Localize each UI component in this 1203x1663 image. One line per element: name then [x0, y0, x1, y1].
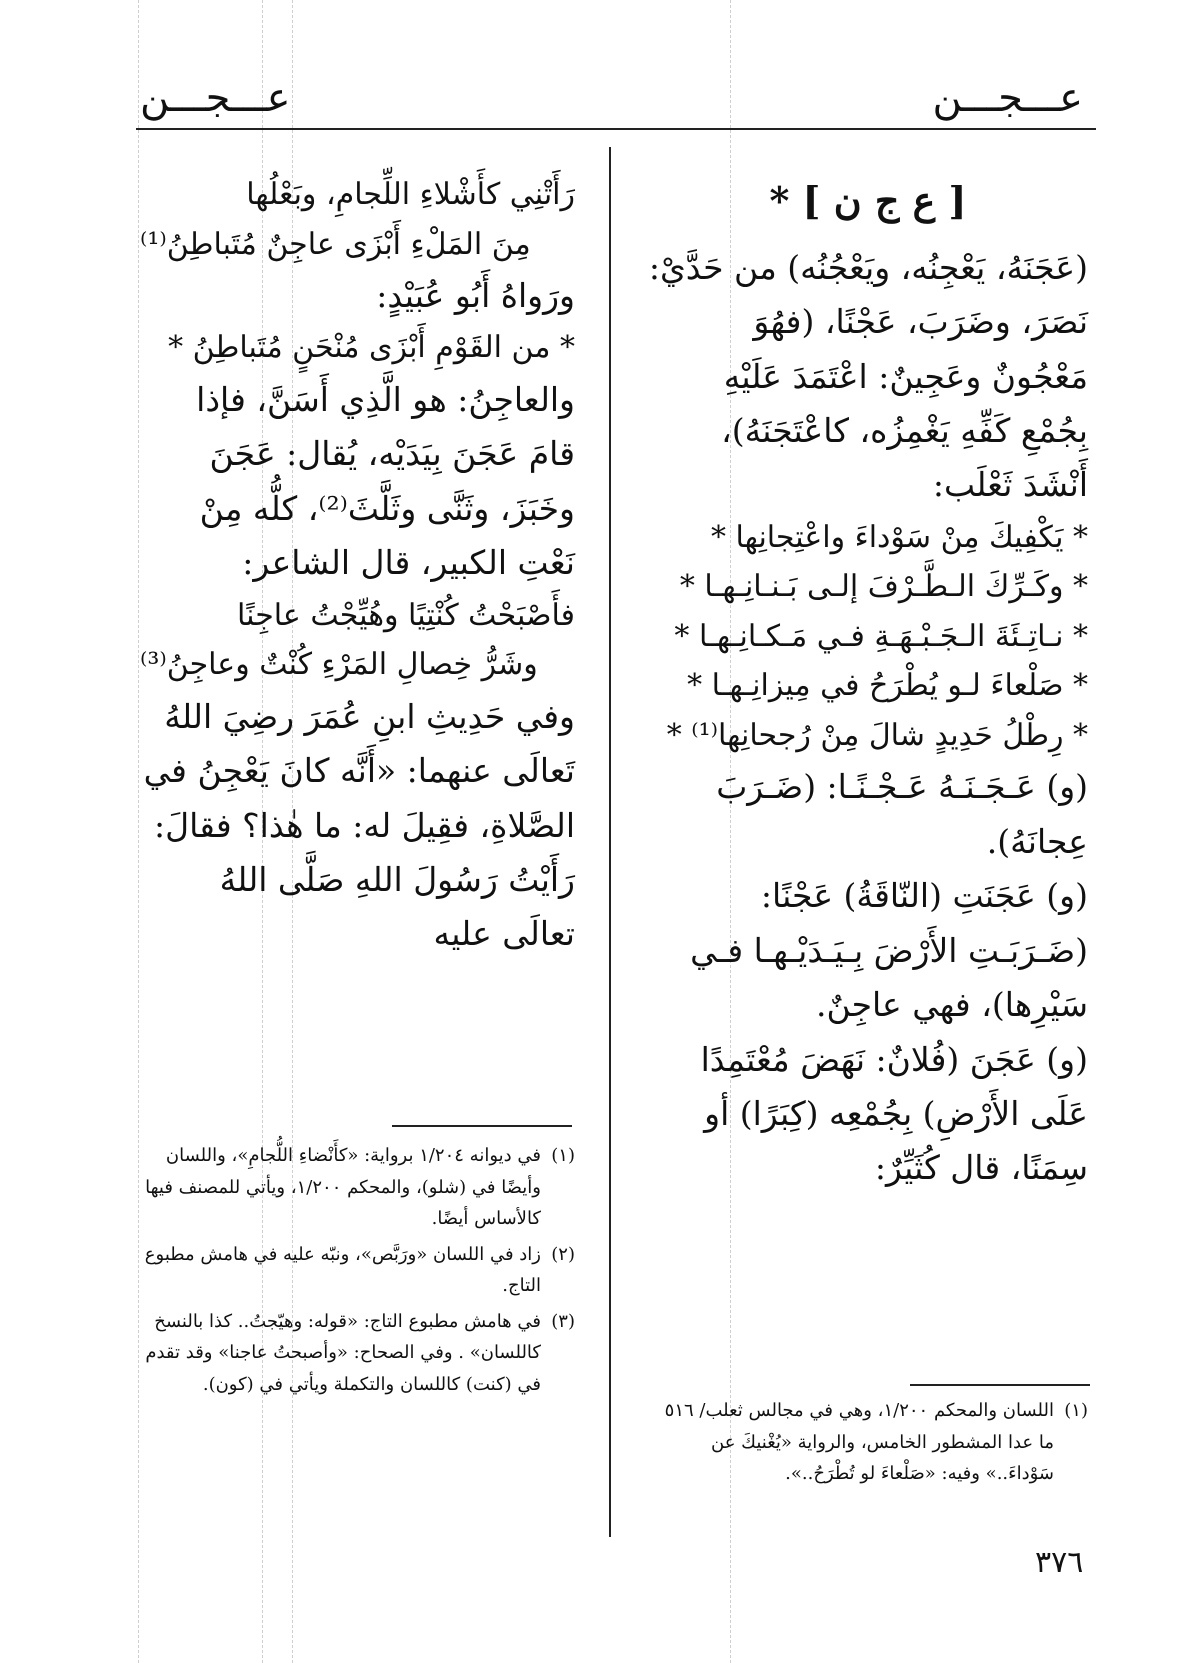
footnote-rule [910, 1384, 1090, 1386]
running-header-right: عـــجـــن [932, 75, 1083, 121]
verse-line: * رِطْلُ حَدِيدٍ شالَ مِنْ رُجحانِها⁽¹⁾ * [666, 717, 1088, 753]
verse-line: * نـاتِـئَةَ الـجَـبْـهَـةِ فـي مَـكـانِـهـا * [674, 618, 1088, 654]
footnote [140, 1306, 575, 1401]
column-divider [609, 147, 611, 1537]
left-column [140, 170, 575, 962]
footnotes-left [140, 1140, 575, 1404]
verse-line: وشَرُّ خِصالِ المَرْءِ كُنْتٌ وعاجِنُ⁽³⁾ [140, 647, 538, 683]
verse-line: * من القَوْمِ أَبْزَى مُنْحَنٍ مُتَباطِنُ * [168, 330, 575, 366]
header-rule [136, 128, 1096, 130]
running-header-left: عـــجـــن [140, 75, 291, 121]
verse-line: * يَكْفِيكَ مِنْ سَوْداءَ واعْتِجانِها * [710, 519, 1088, 555]
entry-paragraph: ورَواهُ أَبُو عُبَيْدٍ: [376, 276, 575, 315]
footnote [140, 1239, 575, 1302]
entry-paragraph: والعاجِنُ: هو الَّذِي أَسَنَّ، فإذا قامَ عَجَنَ بِيَدَيْه، يُقال: عَجَنَ وخَبَزَ، وثَنَّى وثَلَّثَ⁽²⁾، كلُّه مِنْ نَعْتِ الكبير، قال الشاعر: [196, 379, 575, 583]
entry-paragraph: (عَجَنَهُ، يَعْجِنُه، ويَعْجُنُه) من حَدَّيْ: نَصَرَ، وضَرَبَ، عَجْنًا، (فهُوَ مَعْجُونٌ وعَجِينٌ: اعْتَمَدَ عَلَيْهِ بِجُمْعِ كَفِّهِ يَغْمِزُه، كاعْتَجَنَهُ)، أَنْشَدَ ثَعْلَب: [648, 247, 1088, 505]
footnote-number: (٣) [551, 1310, 575, 1332]
footnote-rule [392, 1125, 572, 1127]
verse-line: فأَصْبَحْتُ كُنْتِيًا وهُيِّجْتُ عاجِنًا [237, 597, 575, 633]
footnotes-right [648, 1395, 1088, 1494]
verse-line: رَأَتْنِي كأَشْلاءِ اللِّجامِ، وبَعْلُها [246, 177, 575, 212]
entry-paragraph: وفي حَدِيثِ ابنِ عُمَرَ رضِيَ اللهُ تَعالَى عنهما: «أَنَّه كانَ يَعْجِنُ في الصَّلاةِ، فقِيلَ له: ما هٰذا؟ فقالَ: رَأَيْتُ رَسُولَ اللهِ صَلَّى اللهُ تعالَى عليه [143, 696, 575, 954]
footnote-number: (١) [551, 1145, 575, 1166]
entry-paragraph: (و) عَجَنَتِ (النّاقَةُ) عَجْنًا: (ضَـرَبَـتِ الأَرْضَ بِـيَـدَيْـهـا فـي سَيْرِها)، فهي عاجِنٌ. [690, 876, 1088, 1025]
footnote-number: (١) [1064, 1400, 1088, 1421]
footnote [140, 1140, 575, 1235]
verse-line: * صَلْعاءَ لـو يُطْرَحُ في مِيزانِـهـا * [687, 668, 1088, 704]
footnote-text: في ديوانه ١/٢٠٤ برواية: «كأَنْضاءِ اللُّجامِ»، واللسان وأيضًا في (شلو)، والمحكم ١/٢٠٠، ويأتي للمصنف فيها كالأساس أيضًا. [145, 1145, 541, 1229]
entry-paragraph: (و) عَـجَـنَـهُ عَـجْـنًـا: (ضَـرَبَ عِجانَهُ). [716, 767, 1088, 861]
footnote-text: اللسان والمحكم ١/٢٠٠، وهي في مجالس ثعلب/ ٥١٦ ما عدا المشطور الخامس، والرواية «يُغْنيكَ عن سَوْداءَ..» وفيه: «صَلْعاءَ لو تُطْرَحُ..». [664, 1400, 1054, 1484]
footnote-text: في هامش مطبوع التاج: «قوله: وهيّجتُ.. كذا بالنسخ كاللسان» . وفي الصحاح: «وأصبحتُ عاجنا» وقد تقدم في (كنت) كاللسان والتكملة ويأتي في (كون). [145, 1310, 541, 1395]
verse-line: * وكَـرِّكَ الـطَّـرْفَ إلـى بَـنـانِـهـا * [679, 569, 1088, 605]
entry-heading: [ ع ج ن ] * [769, 178, 967, 223]
right-column [648, 170, 1088, 1196]
page-number: ٣٧٦ [1035, 1545, 1084, 1580]
footnote-text: زاد في اللسان «ورَبَّص»، ونبّه عليه في هامش مطبوع التاج. [144, 1243, 541, 1296]
entry-paragraph: (و) عَجَنَ (فُلانٌ: نَهَضَ مُعْتَمِدًا عَلَى الأَرْضِ) بِجُمْعِه (كِبَرًا) أو سِمَنًا، قال كُثَيِّرٌ: [700, 1039, 1088, 1188]
verse-line: مِنَ المَلْءِ أَبْزَى عاجِنٌ مُتَباطِنُ⁽¹⁾ [140, 226, 531, 262]
footnote [648, 1395, 1088, 1490]
scan-guide-line [138, 0, 139, 1663]
footnote-number: (٢) [551, 1243, 575, 1265]
